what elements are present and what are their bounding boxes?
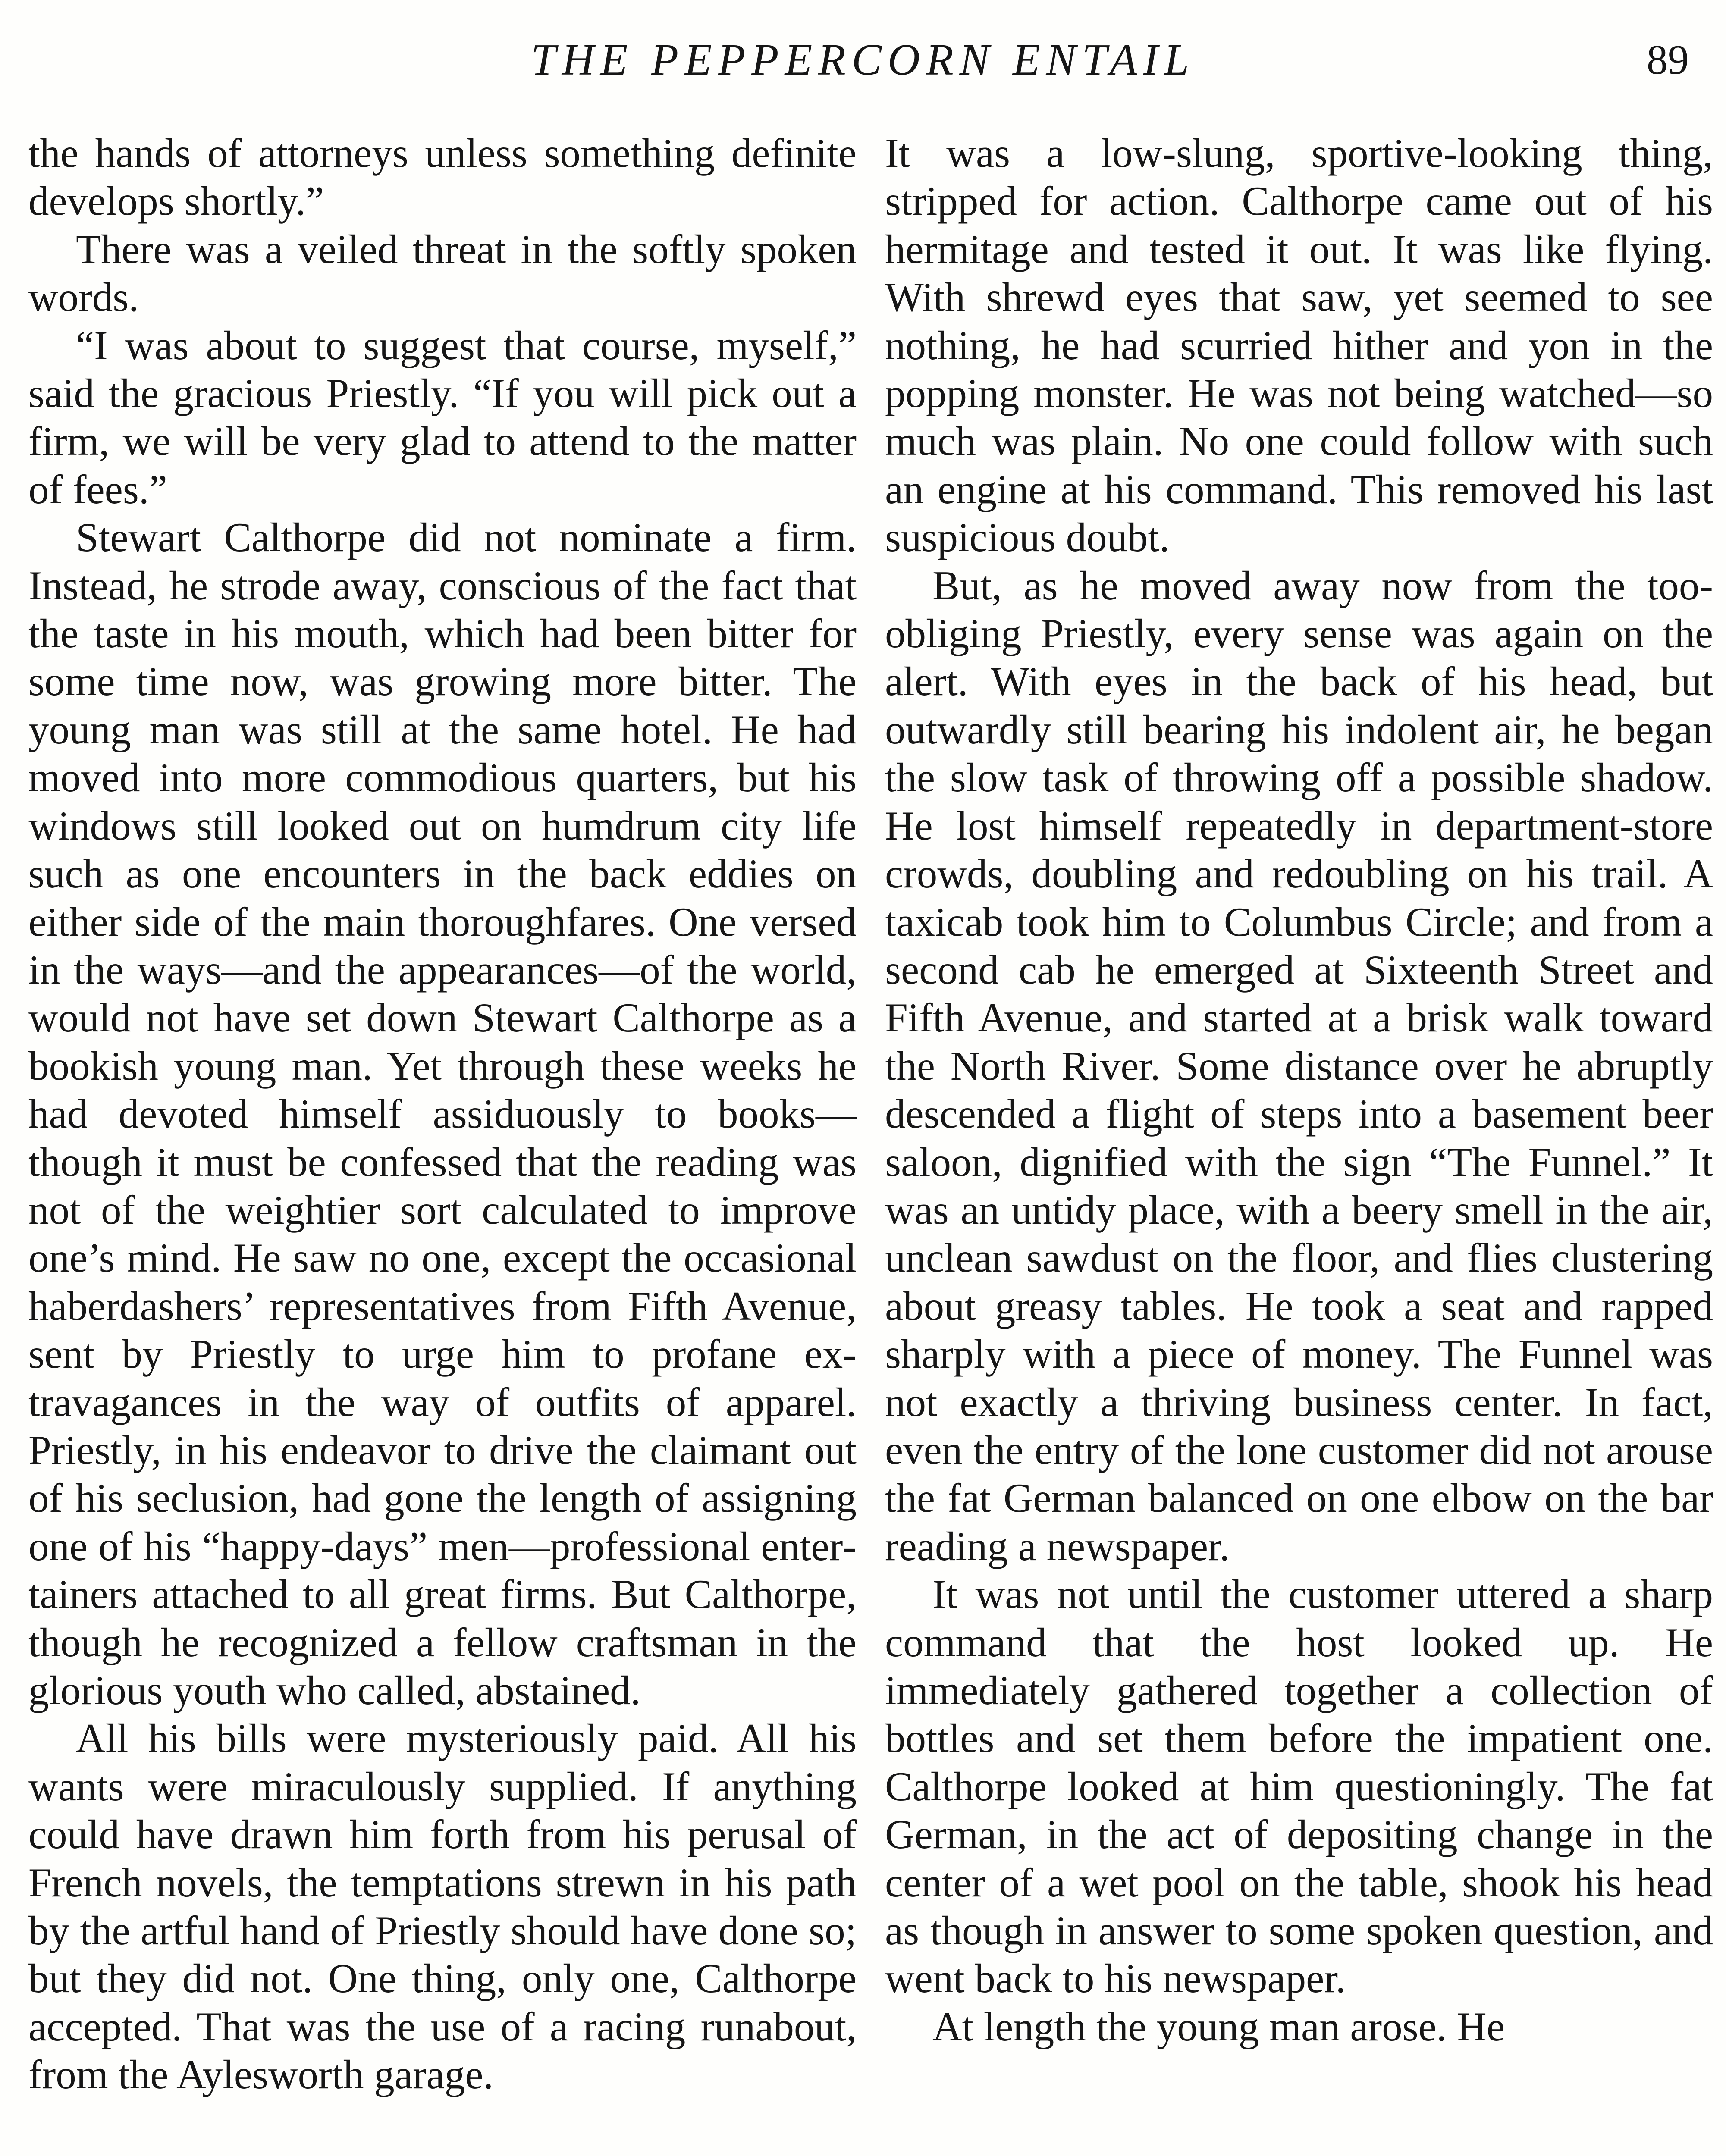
left-column xyxy=(28,129,857,2099)
paragraph: Stewart Calthorpe did not nominate a firm. Instead, he strode away, conscious of the fact that the taste in his mouth, which had been bitter for some time now, was growing more bitter. The young man was still at the same hotel. He had moved into more commodious quarters, but his windows still looked out on humdrum city life such as one encounters in the back eddies on either side of the main thoroughfares. One versed in the ways—and the appearances—of the world, would not have set down Stewart Calthorpe as a bookish young man. Yet through these weeks he had devoted himself assiduously to books—though it must be confessed that the reading was not of the weightier sort calculated to improve one’s mind. He saw no one, except the occasional haberdashers’ representatives from Fifth Avenue, sent by Priestly to urge him to profane extravagances in the way of outfits of apparel. Priestly, in his endeavor to drive the claimant out of his seclusion, had gone the length of assigning one of his “happy-days” men—professional entertainers attached to all great firms. But Calthorpe, though he recognized a fellow craftsman in the glorious youth who called, abstained. xyxy=(28,514,857,1713)
paragraph: It was not until the customer uttered a sharp command that the host looked up. He immediately gathered together a collection of bottles and set them before the impatient one. Calthorpe looked at him questioningly. The fat German, in the act of depositing change in the center of a wet pool on the table, shook his head as though in answer to some spoken question, and went back to his newspaper. xyxy=(885,1571,1713,2002)
running-title: THE PEPPERCORN ENTAIL xyxy=(530,35,1196,85)
paragraph: There was a veiled threat in the softly spoken words. xyxy=(28,226,857,320)
running-header xyxy=(0,28,1726,92)
paragraph: But, as he moved away now from the too-obliging Priestly, every sense was again on the alert. With eyes in the back of his head, but outwardly still bearing his indolent air, he began the slow task of throwing off a possible shadow. He lost himself repeatedly in department-store crowds, doubling and redoubling on his trail. A taxicab took him to Columbus Circle; and from a second cab he emerged at Sixteenth Street and Fifth Avenue, and started at a brisk walk toward the North River. Some distance over he abruptly descended a flight of steps into a basement beer saloon, dignified with the sign “The Funnel.” It was an untidy place, with a beery smell in the air, unclean sawdust on the floor, and flies clustering about greasy tables. He took a seat and rapped sharply with a piece of money. The Funnel was not exactly a thriving business center. In fact, even the entry of the lone customer did not arouse the fat German balanced on one elbow on the bar reading a newspaper. xyxy=(885,562,1713,1569)
paragraph: It was a low-slung, sportive-looking thing, stripped for action. Calthorpe came out of his hermitage and tested it out. It was like flying. With shrewd eyes that saw, yet seemed to see nothing, he had scurried hither and yon in the popping monster. He was not being watched—so much was plain. No one could follow with such an engine at his command. This removed his last suspicious doubt. xyxy=(885,130,1713,561)
paragraph: At length the young man arose. He xyxy=(932,2003,1505,2049)
paragraph: All his bills were mysteriously paid. All his wants were miraculously supplied. If anything could have drawn him forth from his perusal of French novels, the temptations strewn in his path by the artful hand of Priestly should have done so; but they did not. One thing, only one, Calthorpe accepted. That was the use of a racing runabout, from the Aylesworth garage. xyxy=(28,1715,857,2098)
page-number: 89 xyxy=(1647,37,1689,83)
paragraph: the hands of attorneys unless something definite develops shortly.” xyxy=(28,130,857,224)
paragraph: “I was about to suggest that course, myself,” said the gracious Priestly. “If you will pick out a firm, we will be very glad to attend to the matter of fees.” xyxy=(28,322,857,512)
right-column xyxy=(885,129,1713,2051)
